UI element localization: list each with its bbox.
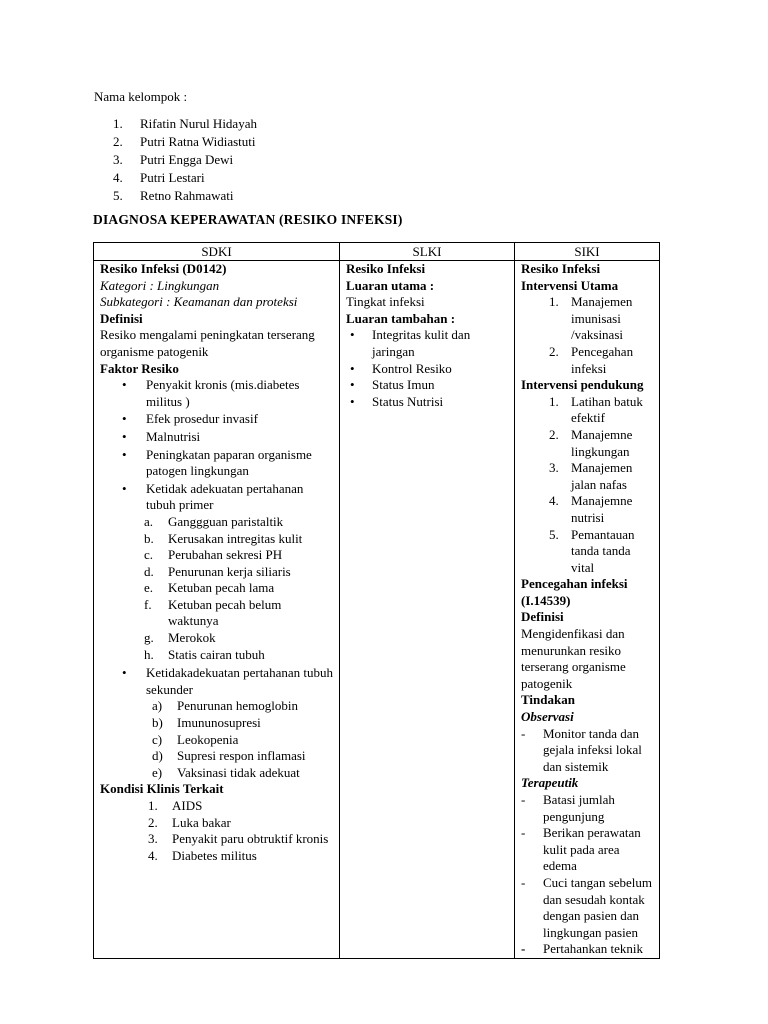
list-marker: -	[521, 874, 526, 890]
list-item	[100, 514, 335, 531]
list-item	[100, 597, 335, 630]
siki-pendukung-label: Intervensi pendukung	[521, 377, 644, 393]
slki-tambahan-label: Luaran tambahan :	[346, 310, 456, 326]
member-item	[113, 152, 257, 170]
list-item	[100, 580, 335, 597]
list-marker: -	[521, 825, 526, 841]
terapeutik-list	[521, 792, 655, 958]
diagnosis-table	[93, 242, 660, 959]
list-item: • Status Nutrisi	[346, 394, 510, 411]
list-text: Cuci tangan sebelum dan sesudah kontak dengan pasien dan lingkungan pasien	[543, 874, 653, 940]
list-item: • Integritas kulit dan jaringan	[346, 327, 510, 360]
siki-observasi-label: Observasi	[521, 709, 574, 725]
faktor-list	[100, 377, 335, 514]
sdki-title: Resiko Infeksi (D0142)	[100, 261, 227, 276]
list-text: Imununosupresi	[177, 715, 261, 731]
list-text: Manajemen jalan nafas	[571, 460, 633, 492]
list-item	[521, 527, 655, 577]
list-item: • Malnutrisi	[100, 429, 335, 446]
list-marker: c.	[144, 547, 154, 563]
list-item	[100, 547, 335, 564]
siki-pencegahan-label: Pencegahan infeksi (I.14539)	[521, 576, 628, 608]
list-item	[100, 831, 335, 848]
faktor-sekunder-list	[100, 665, 335, 698]
member-item	[113, 116, 257, 134]
member-item	[113, 170, 257, 188]
member-item	[113, 188, 257, 206]
list-marker: 2.	[549, 343, 559, 359]
list-text: Luka bakar	[172, 814, 231, 830]
list-text: Manajemen imunisasi /vaksinasi	[571, 294, 633, 343]
list-item: • Penyakit kronis (mis.diabetes militus )	[100, 377, 335, 410]
list-item: • Kontrol Resiko	[346, 361, 510, 378]
list-text: Statis cairan tubuh	[168, 646, 265, 662]
list-text: Pertahankan teknik	[543, 941, 643, 957]
list-item	[521, 726, 655, 776]
observasi-list	[521, 726, 655, 776]
list-text: Penurunan kerja siliaris	[168, 563, 291, 579]
member-item	[113, 134, 257, 152]
list-text: Monitor tanda dan gejala infeksi lokal dan sistemik	[543, 725, 642, 774]
member-name: Rifatin Nurul Hidayah	[140, 116, 257, 131]
member-number: 2.	[113, 134, 123, 149]
list-item	[521, 344, 655, 377]
list-text: Latihan batuk efektif	[571, 393, 643, 426]
list-marker: 2.	[549, 426, 559, 442]
list-marker: 1.	[148, 798, 158, 813]
siki-pendukung-list	[521, 394, 655, 577]
list-text: Manajemne lingkungan	[571, 426, 633, 459]
list-item	[100, 630, 335, 647]
sdki-subkategori: Subkategori : Keamanan dan proteksi	[100, 294, 298, 310]
list-marker: 3.	[549, 460, 559, 476]
list-item	[100, 698, 335, 715]
list-marker: 1.	[549, 393, 559, 409]
list-item: • Ketidak adekuatan pertahanan tubuh primer	[100, 481, 335, 514]
list-text: Batasi jumlah pengunjung	[543, 792, 615, 824]
list-marker: e)	[152, 764, 163, 780]
list-marker: a)	[152, 698, 163, 714]
list-text: AIDS	[172, 798, 203, 813]
sdki-definisi-label: Definisi	[100, 310, 143, 326]
list-item	[100, 564, 335, 581]
list-text: Penurunan hemoglobin	[177, 698, 298, 714]
list-marker: b.	[144, 530, 154, 546]
list-item: • Peningkatan paparan organisme patogen lingkungan	[100, 447, 335, 480]
siki-definisi-label: Definisi	[521, 609, 564, 625]
list-text: Kerusakan intregitas kulit	[168, 530, 303, 546]
list-text: Supresi respon inflamasi	[177, 748, 306, 764]
sdki-klinis-label: Kondisi Klinis Terkait	[100, 781, 224, 797]
list-text: Leokopenia	[177, 731, 239, 747]
list-marker: 1.	[549, 294, 559, 310]
member-name: Retno Rahmawati	[140, 188, 234, 203]
sekunder-list	[100, 698, 335, 781]
list-item	[100, 647, 335, 664]
list-item: • Status Imun	[346, 377, 510, 394]
siki-cell	[515, 261, 660, 959]
list-item	[521, 394, 655, 427]
list-item	[521, 792, 655, 825]
list-marker: b)	[152, 715, 163, 731]
group-label: Nama kelompok :	[94, 89, 188, 104]
list-marker: e.	[144, 580, 154, 596]
list-text: Diabetes militus	[172, 847, 257, 863]
list-item: • Efek prosedur invasif	[100, 411, 335, 428]
klinis-list	[100, 798, 335, 864]
list-item	[100, 815, 335, 832]
column-header-sdki: SDKI	[94, 243, 340, 261]
siki-terapeutik-label: Terapeutik	[521, 775, 579, 791]
list-marker: 4.	[549, 493, 559, 509]
table-row	[94, 261, 660, 959]
list-marker: 4.	[148, 847, 158, 863]
list-item	[100, 798, 335, 815]
document-title: DIAGNOSA KEPERAWATAN (RESIKO INFEKSI)	[93, 212, 403, 227]
list-marker: f.	[144, 596, 152, 612]
list-marker: h.	[144, 646, 154, 662]
list-item: • Ketidakadekuatan pertahanan tubuh sekunder	[100, 665, 335, 698]
siki-title: Resiko Infeksi	[521, 261, 601, 276]
table-header-row	[94, 243, 660, 261]
member-number: 5.	[113, 188, 123, 203]
list-marker: 3.	[148, 831, 158, 847]
list-item	[521, 825, 655, 875]
slki-title: Resiko Infeksi	[346, 261, 426, 276]
slki-utama-label: Luaran utama :	[346, 277, 435, 293]
list-text: Pemantauan tanda tanda vital	[571, 526, 635, 575]
list-item	[100, 715, 335, 732]
list-marker: 5.	[549, 526, 559, 542]
list-text: Pencegahan infeksi	[571, 343, 634, 376]
column-header-siki: SIKI	[515, 243, 660, 261]
list-item	[100, 531, 335, 548]
list-text: Ketuban pecah belum waktunya	[168, 596, 282, 629]
list-text: Perubahan sekresi PH	[168, 547, 283, 563]
primer-list	[100, 514, 335, 663]
list-item	[521, 941, 655, 958]
tambahan-list	[346, 327, 510, 410]
list-item	[100, 765, 335, 782]
siki-definisi: Mengidenfikasi dan menurunkan resiko terserang organisme patogenik	[521, 626, 626, 691]
list-marker: 2.	[148, 814, 158, 830]
list-marker: -	[521, 941, 526, 957]
list-item	[100, 732, 335, 749]
member-number: 3.	[113, 152, 123, 167]
slki-utama: Tingkat infeksi	[346, 294, 425, 310]
siki-tindakan-label: Tindakan	[521, 692, 575, 708]
list-text: Penyakit paru obtruktif kronis	[172, 831, 329, 847]
member-name: Putri Ratna Widiastuti	[140, 134, 256, 149]
list-text: Vaksinasi tidak adekuat	[177, 764, 300, 780]
list-marker: -	[521, 725, 526, 741]
list-item	[521, 460, 655, 493]
sdki-definisi: Resiko mengalami peningkatan terserang organisme patogenik	[100, 327, 315, 359]
list-text: Berikan perawatan kulit pada area edema	[543, 825, 641, 874]
sdki-cell	[94, 261, 340, 959]
column-header-slki: SLKI	[340, 243, 515, 261]
sdki-kategori: Kategori : Lingkungan	[100, 277, 220, 293]
list-item	[521, 427, 655, 460]
list-text: Ketuban pecah lama	[168, 580, 275, 596]
member-number: 4.	[113, 170, 123, 185]
member-number: 1.	[113, 116, 123, 131]
sdki-faktor-label: Faktor Resiko	[100, 360, 179, 376]
member-list	[113, 116, 257, 206]
member-name: Putri Engga Dewi	[140, 152, 234, 167]
list-marker: -	[521, 792, 526, 807]
list-item	[521, 294, 655, 344]
list-marker: a.	[144, 513, 154, 529]
list-text: Merokok	[168, 630, 216, 646]
list-item	[521, 875, 655, 941]
siki-utama-label: Intervensi Utama	[521, 277, 619, 293]
siki-utama-list	[521, 294, 655, 377]
member-name: Putri Lestari	[140, 170, 205, 185]
slki-cell	[340, 261, 515, 959]
list-marker: c)	[152, 731, 163, 747]
list-item	[100, 748, 335, 765]
list-text: Ganggguan paristaltik	[168, 513, 284, 529]
list-item	[100, 848, 335, 865]
list-item	[521, 493, 655, 526]
list-marker: d)	[152, 748, 163, 764]
list-text: Manajemne nutrisi	[571, 493, 633, 525]
list-marker: g.	[144, 630, 154, 646]
list-marker: d.	[144, 563, 154, 579]
